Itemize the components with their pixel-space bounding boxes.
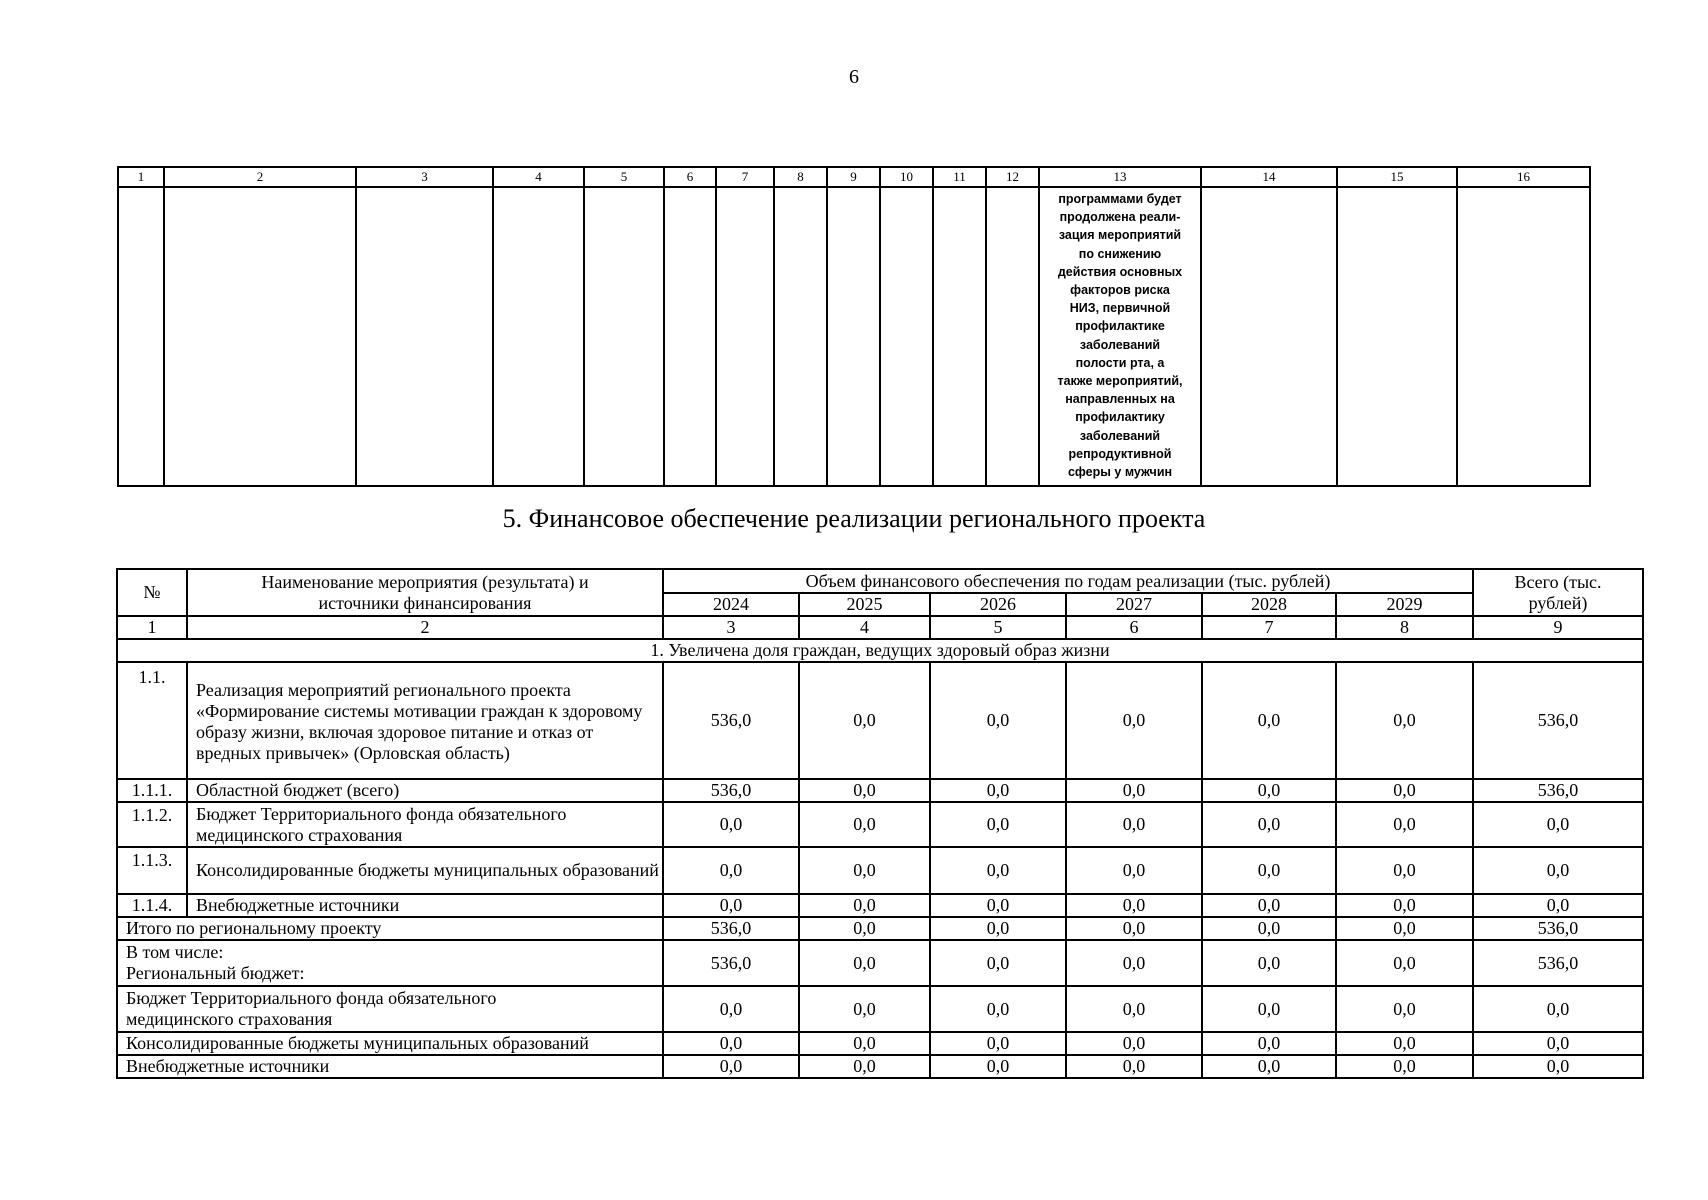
col-number: 13 [1039, 167, 1201, 187]
total-name-line: Региональный бюджет: [126, 963, 305, 983]
total-value: 0,0 [1066, 1032, 1202, 1055]
total-name [117, 940, 663, 986]
header-year: 2025 [799, 593, 930, 616]
empty-cell [164, 187, 356, 486]
header-year: 2029 [1336, 593, 1473, 616]
row-value: 0,0 [1336, 779, 1473, 802]
header-year: 2024 [663, 593, 799, 616]
total-value: 0,0 [1066, 1055, 1202, 1078]
row-value: 0,0 [930, 802, 1066, 847]
total-value: 0,0 [799, 1055, 930, 1078]
total-name: Бюджет Территориального фонда обязательного медицинского страхования [117, 986, 663, 1032]
row-name: Областной бюджет (всего) [187, 779, 663, 802]
header-year: 2028 [1202, 593, 1336, 616]
total-value: 0,0 [930, 1055, 1066, 1078]
total-value: 0,0 [799, 986, 930, 1032]
row-value: 0,0 [1202, 802, 1336, 847]
header-year: 2027 [1066, 593, 1202, 616]
text-line: факторов риска [1070, 283, 1170, 298]
col-number: 9 [827, 167, 880, 187]
col-number: 8 [774, 167, 827, 187]
total-value: 0,0 [663, 986, 799, 1032]
text-line: продолжена реали- [1059, 210, 1181, 225]
table-row [117, 802, 1643, 847]
column-number-row [118, 167, 1590, 187]
row-value: 0,0 [1066, 802, 1202, 847]
text-line: заболеваний [1079, 428, 1161, 443]
section-row-label: 1. Увеличена доля граждан, ведущих здоровый образ жизни [117, 639, 1643, 662]
col-number: 14 [1201, 167, 1337, 187]
text-line: сферы у мужчин [1067, 465, 1173, 480]
col-number: 15 [1337, 167, 1457, 187]
col13-text [1039, 187, 1201, 486]
empty-cell [986, 187, 1039, 486]
row-value: 0,0 [799, 662, 930, 779]
row-value: 0,0 [1202, 662, 1336, 779]
total-value: 0,0 [1473, 986, 1643, 1032]
row-value: 0,0 [663, 894, 799, 917]
row-value: 536,0 [1473, 662, 1643, 779]
row-num: 1.1.2. [117, 802, 187, 847]
col-number: 2 [164, 167, 356, 187]
total-value: 0,0 [1202, 917, 1336, 940]
index-cell: 7 [1202, 616, 1336, 639]
row-value: 0,0 [1066, 847, 1202, 894]
header-volume: Объем финансового обеспечения по годам реализации (тыс. рублей) [663, 569, 1473, 593]
total-value: 0,0 [930, 986, 1066, 1032]
row-value: 0,0 [1473, 847, 1643, 894]
continuation-table [117, 166, 1591, 487]
total-value: 0,0 [930, 1032, 1066, 1055]
row-value: 536,0 [663, 662, 799, 779]
row-value: 0,0 [1202, 847, 1336, 894]
index-cell: 1 [117, 616, 187, 639]
total-value: 0,0 [799, 1032, 930, 1055]
total-row [117, 986, 1643, 1032]
empty-cell [493, 187, 584, 486]
text-line: профилактике [1075, 319, 1165, 334]
text-line: также мероприятий, [1057, 374, 1183, 389]
continuation-row [118, 187, 1590, 486]
total-value: 0,0 [1202, 1055, 1336, 1078]
total-value: 0,0 [1336, 986, 1473, 1032]
total-value: 0,0 [663, 1055, 799, 1078]
index-cell: 8 [1336, 616, 1473, 639]
total-value: 536,0 [1473, 917, 1643, 940]
col-number: 4 [493, 167, 584, 187]
total-value: 0,0 [799, 917, 930, 940]
row-value: 0,0 [1473, 894, 1643, 917]
row-value: 0,0 [663, 847, 799, 894]
text-line: действия основных [1057, 264, 1183, 279]
row-value: 0,0 [799, 894, 930, 917]
header-total: Всего (тыс. рублей) [1473, 569, 1643, 616]
row-num: 1.1.4. [117, 894, 187, 917]
header-name: Наименование мероприятия (результата) и источники финансирования [187, 569, 663, 616]
total-value: 0,0 [1473, 1055, 1643, 1078]
row-value: 0,0 [799, 802, 930, 847]
total-value: 0,0 [1336, 940, 1473, 986]
page-number: 6 [849, 66, 859, 88]
row-value: 536,0 [1473, 779, 1643, 802]
text-line: заболеваний [1079, 337, 1161, 352]
empty-cell [1201, 187, 1337, 486]
total-value: 536,0 [1473, 940, 1643, 986]
row-name: Внебюджетные источники [187, 894, 663, 917]
total-value: 0,0 [1336, 1055, 1473, 1078]
total-value: 0,0 [1336, 1032, 1473, 1055]
row-value: 0,0 [930, 894, 1066, 917]
index-cell: 3 [663, 616, 799, 639]
header-year: 2026 [930, 593, 1066, 616]
total-value: 0,0 [1202, 1032, 1336, 1055]
total-row [117, 917, 1643, 940]
row-value: 0,0 [663, 802, 799, 847]
empty-cell [1337, 187, 1457, 486]
empty-cell [356, 187, 493, 486]
empty-cell [118, 187, 164, 486]
empty-cell [880, 187, 933, 486]
total-value: 0,0 [1066, 917, 1202, 940]
index-row [117, 616, 1643, 639]
row-value: 0,0 [799, 847, 930, 894]
col-number: 3 [356, 167, 493, 187]
total-name: Итого по региональному проекту [117, 917, 663, 940]
table-row [117, 847, 1643, 894]
total-value: 0,0 [799, 940, 930, 986]
index-cell: 9 [1473, 616, 1643, 639]
empty-cell [827, 187, 880, 486]
table-row [117, 662, 1643, 779]
empty-cell [1457, 187, 1590, 486]
row-num: 1.1.3. [117, 847, 187, 894]
row-name: Реализация мероприятий регионального проекта «Формирование системы мотивации граждан к здоровому образу жизни, включая здоровое питание и отказ от вредных привычек» (Орловская область) [187, 662, 663, 779]
row-value: 0,0 [1336, 847, 1473, 894]
total-value: 0,0 [1473, 1032, 1643, 1055]
col-number: 11 [933, 167, 986, 187]
row-num: 1.1.1. [117, 779, 187, 802]
finance-table [116, 568, 1644, 1079]
row-value: 0,0 [1066, 662, 1202, 779]
col-number: 12 [986, 167, 1039, 187]
row-num: 1.1. [117, 662, 187, 779]
text-line: программами будет [1058, 192, 1182, 206]
row-value: 0,0 [1336, 802, 1473, 847]
total-value: 0,0 [1202, 986, 1336, 1032]
section-title: 5. Финансовое обеспечение реализации регионального проекта [502, 504, 1206, 533]
header-num: № [117, 569, 187, 616]
col-number: 6 [664, 167, 716, 187]
col-number: 7 [716, 167, 774, 187]
total-value: 536,0 [663, 917, 799, 940]
total-name: Внебюджетные источники [117, 1055, 663, 1078]
total-name: Консолидированные бюджеты муниципальных образований [117, 1032, 663, 1055]
index-cell: 6 [1066, 616, 1202, 639]
total-value: 536,0 [663, 940, 799, 986]
total-value: 0,0 [930, 940, 1066, 986]
total-value: 0,0 [1336, 917, 1473, 940]
col-number: 1 [118, 167, 164, 187]
row-name: Бюджет Территориального фонда обязательного медицинского страхования [187, 802, 663, 847]
index-cell: 2 [187, 616, 663, 639]
row-value: 0,0 [799, 779, 930, 802]
row-name: Консолидированные бюджеты муниципальных образований [187, 847, 663, 894]
empty-cell [774, 187, 827, 486]
text-line: полости рта, а [1075, 355, 1165, 370]
empty-cell [584, 187, 664, 486]
section-row [117, 639, 1643, 662]
table-row [117, 894, 1643, 917]
empty-cell [933, 187, 986, 486]
total-value: 0,0 [1066, 940, 1202, 986]
total-value: 0,0 [663, 1032, 799, 1055]
header-row [117, 569, 1643, 593]
row-value: 0,0 [1202, 779, 1336, 802]
text-line: направленных на [1065, 392, 1175, 407]
row-value: 0,0 [1336, 662, 1473, 779]
col-number: 16 [1457, 167, 1590, 187]
row-value: 536,0 [663, 779, 799, 802]
index-cell: 5 [930, 616, 1066, 639]
total-row [117, 940, 1643, 986]
row-value: 0,0 [1473, 802, 1643, 847]
total-value: 0,0 [1066, 986, 1202, 1032]
col-number: 10 [880, 167, 933, 187]
empty-cell [664, 187, 716, 486]
total-row [117, 1032, 1643, 1055]
col-number: 5 [584, 167, 664, 187]
total-row [117, 1055, 1643, 1078]
text-line: зация мероприятий [1058, 228, 1182, 243]
text-line: профилактику [1075, 410, 1165, 425]
total-value: 0,0 [1202, 940, 1336, 986]
index-cell: 4 [799, 616, 930, 639]
row-value: 0,0 [1066, 894, 1202, 917]
row-value: 0,0 [930, 847, 1066, 894]
total-name-line: В том числе: [126, 942, 224, 962]
total-value: 0,0 [930, 917, 1066, 940]
text-line: по снижению [1078, 246, 1162, 261]
text-line: репродуктивной [1068, 446, 1172, 461]
row-value: 0,0 [1336, 894, 1473, 917]
table-row [117, 779, 1643, 802]
row-value: 0,0 [930, 779, 1066, 802]
row-value: 0,0 [1066, 779, 1202, 802]
row-value: 0,0 [930, 662, 1066, 779]
empty-cell [716, 187, 774, 486]
text-line: НИЗ, первичной [1069, 301, 1171, 316]
row-value: 0,0 [1202, 894, 1336, 917]
